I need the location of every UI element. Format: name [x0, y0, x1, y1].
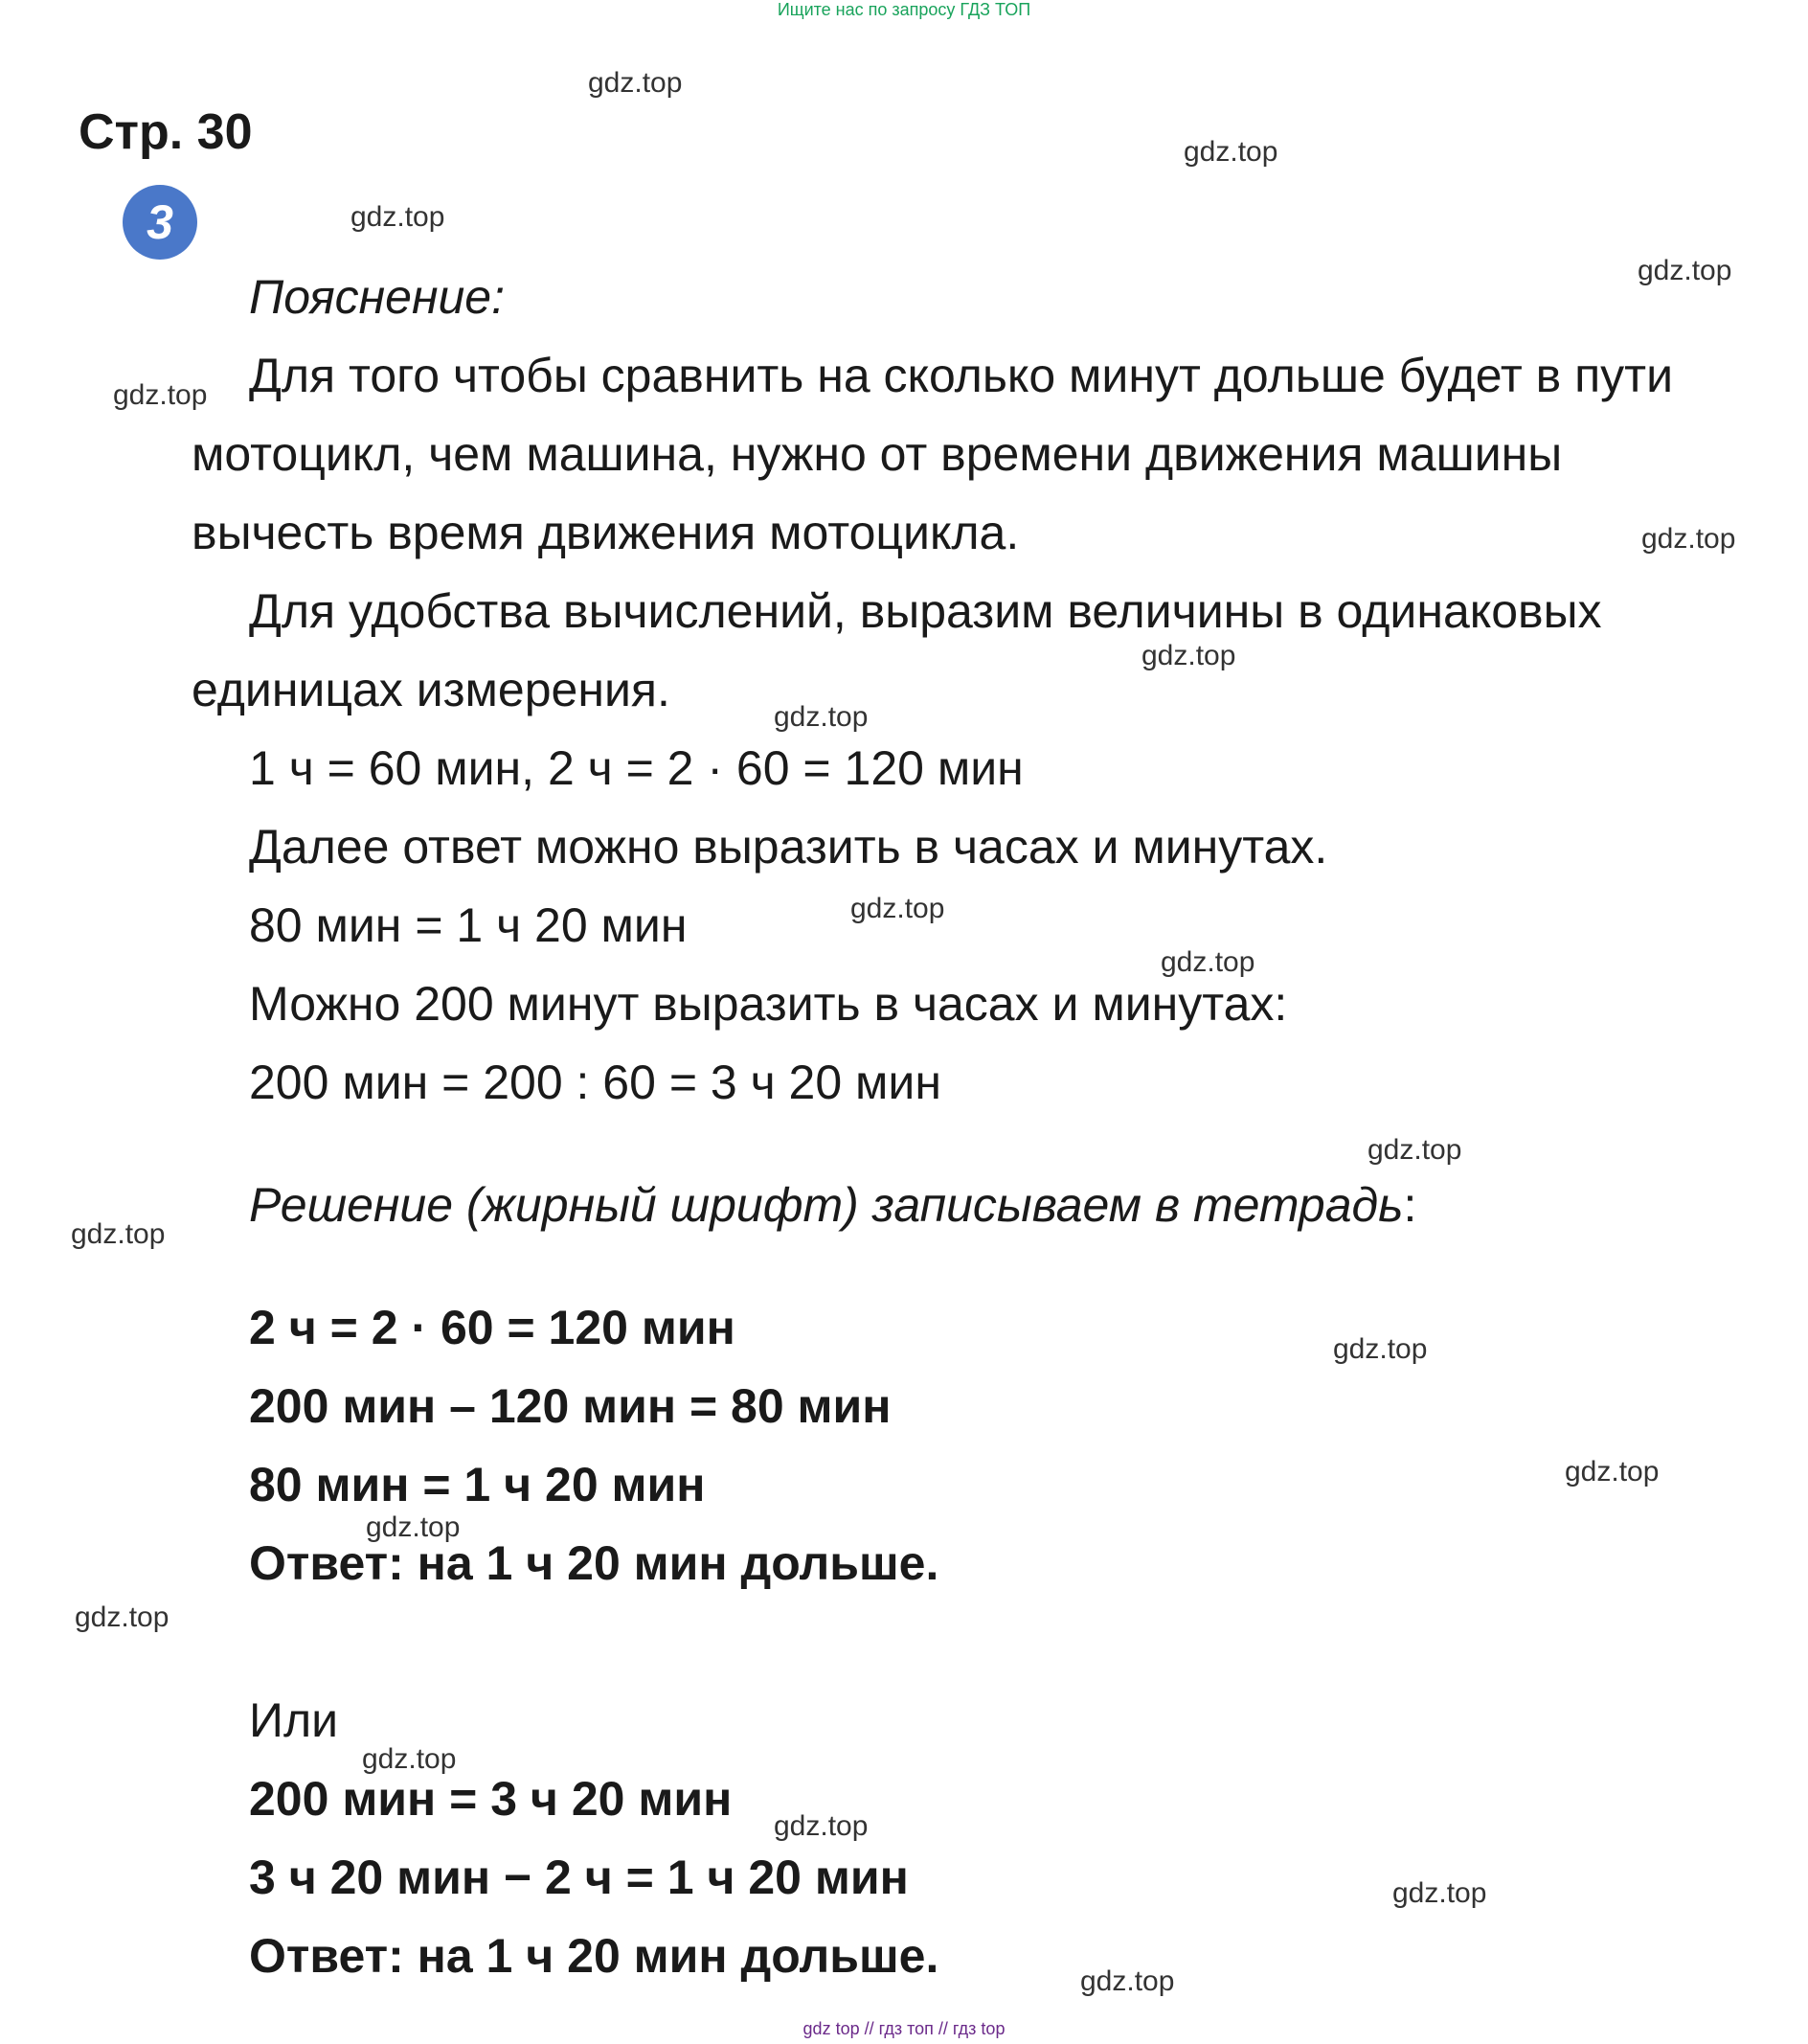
- explanation-p1-line2: мотоцикл, чем машина, нужно от времени движения машины: [192, 427, 1563, 481]
- explanation-p1-line3: вычесть время движения мотоцикла.: [192, 506, 1020, 559]
- alternative-line: 200 мин = 3 ч 20 мин: [249, 1772, 733, 1826]
- watermark: gdz.top: [350, 201, 445, 233]
- equation-unit-conversion: 1 ч = 60 мин, 2 ч = 2 · 60 = 120 мин: [249, 741, 1024, 795]
- explanation-p2-line1: Для удобства вычислений, выразим величины в одинаковых: [249, 584, 1602, 638]
- watermark: gdz.top: [1333, 1333, 1428, 1365]
- watermark: gdz.top: [588, 67, 683, 99]
- watermark: gdz.top: [1184, 136, 1278, 168]
- explanation-next-line: Далее ответ можно выразить в часах и минутах.: [249, 820, 1328, 874]
- explanation-alt-line: Можно 200 минут выразить в часах и минутах:: [249, 977, 1288, 1031]
- watermark: gdz.top: [1141, 640, 1236, 671]
- watermark: gdz.top: [1638, 255, 1732, 286]
- watermark: gdz.top: [1565, 1456, 1660, 1488]
- watermark: gdz.top: [366, 1511, 461, 1543]
- watermark: gdz.top: [774, 701, 869, 733]
- watermark: gdz.top: [1161, 946, 1255, 978]
- equation-80-min: 80 мин = 1 ч 20 мин: [249, 898, 688, 952]
- solution-answer: Ответ: на 1 ч 20 мин дольше.: [249, 1536, 939, 1590]
- watermark: gdz.top: [71, 1218, 166, 1250]
- footer-links: gdz top // гдз топ // гдз top: [802, 2019, 1006, 2038]
- alternative-answer: Ответ: на 1 ч 20 мин дольше.: [249, 1929, 939, 1983]
- equation-200-min: 200 мин = 200 : 60 = 3 ч 20 мин: [249, 1056, 941, 1109]
- alternative-line: 3 ч 20 мин − 2 ч = 1 ч 20 мин: [249, 1851, 909, 1904]
- task-number-badge: 3: [123, 185, 197, 260]
- watermark: gdz.top: [1367, 1134, 1462, 1166]
- watermark: gdz.top: [113, 379, 208, 411]
- watermark: gdz.top: [75, 1601, 170, 1633]
- page-title: Стр. 30: [79, 104, 253, 160]
- explanation-p1-line1: Для того чтобы сравнить на сколько минут дольше будет в пути: [249, 349, 1674, 402]
- watermark: gdz.top: [362, 1743, 457, 1775]
- explanation-heading: Пояснение:: [249, 270, 505, 324]
- solution-heading-text: Решение (жирный шрифт) записываем в тетрадь: [249, 1178, 1404, 1232]
- explanation-p2-line2: единицах измерения.: [192, 663, 670, 716]
- watermark: gdz.top: [1641, 523, 1736, 555]
- solution-line: 2 ч = 2 · 60 = 120 мин: [249, 1301, 735, 1354]
- solution-heading-colon: :: [1403, 1178, 1417, 1232]
- solution-line: 80 мин = 1 ч 20 мин: [249, 1458, 706, 1511]
- watermark: gdz.top: [850, 893, 945, 924]
- watermark: gdz.top: [1392, 1877, 1487, 1909]
- watermark: gdz.top: [774, 1810, 869, 1842]
- alternative-label: Или: [249, 1693, 339, 1747]
- solution-heading: [249, 1176, 1416, 1234]
- watermark: gdz.top: [1080, 1965, 1175, 1997]
- top-banner: Ищите нас по запросу ГДЗ ТОП: [777, 0, 1031, 19]
- solution-line: 200 мин – 120 мин = 80 мин: [249, 1379, 892, 1433]
